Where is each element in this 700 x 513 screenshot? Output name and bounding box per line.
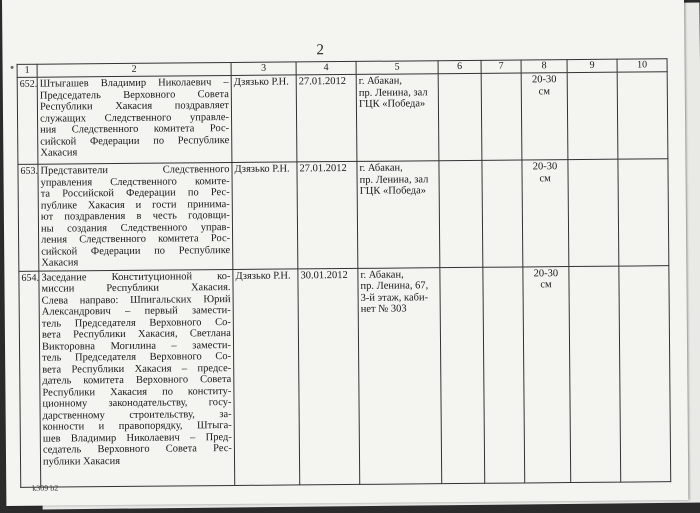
size-line: см [538,85,551,97]
description-line: седатель Верховного Совета Рес- [42,443,232,456]
size-line: 20-30 [531,74,557,86]
place-line: нет № 303 [360,303,407,315]
description-line: тель Председателя Верховного Со- [41,316,231,330]
description-line: Председатель Верховного Совета [39,88,229,102]
description-line: ления Следственного комитета Рос- [41,233,231,246]
size-cell [522,160,569,267]
empty-cell-9 [568,159,619,266]
description-line: ют поздравления в честь годовщи- [40,210,230,223]
empty-cell-9 [567,72,618,159]
empty-cell-7 [481,73,522,160]
description-line: та Российской Федерации по Рес- [40,187,230,200]
author-cell: Дзязько Р.Н. [232,162,298,269]
place-line: пр. Ленина, зал [359,173,429,186]
table-row [17,72,668,165]
description-line: датель комитета Верховного Совета [42,374,232,387]
place-line: г. Абакан, [358,75,403,87]
empty-cell-10 [618,159,669,266]
description-line: тель Председателя Верховного Со- [42,351,232,364]
photo-description [37,76,232,165]
row-number: 654. [19,271,41,487]
empty-cell-7 [482,160,523,267]
table-row [18,159,669,271]
size-line: 20-30 [533,267,559,279]
column-header: 4 [296,61,356,75]
place-line: пр. Ленина, 67, [360,280,429,292]
description-line: сийской Федерации по Республике [40,134,230,148]
date-cell: 27.01.2012 [296,74,357,162]
description-line: Хакасия [41,257,79,269]
photo-description [39,269,235,487]
column-header: 3 [231,62,296,76]
document-page [2,0,688,506]
footer-code: k309 b2 [32,483,59,493]
description-line: Викторовна Могилина – замести- [41,339,232,353]
row-number: 652. [17,77,38,164]
description-line: Слева направо: Шпигальских Юрий [41,293,231,307]
description-line: дарственному строительству, за- [42,408,232,422]
description-line: Заседание Конституционной ко- [41,270,231,284]
place-line: ГЦК «Победа» [359,185,427,197]
place-line: г. Абакан, [359,162,403,174]
description-line: вета Республики Хакасия, Светлана [41,328,231,341]
column-header: 1 [17,64,37,77]
empty-cell-6 [438,73,482,160]
column-header: 2 [37,63,231,78]
date-cell: 27.01.2012 [297,161,358,268]
place-line: пр. Ленина, зал [358,86,428,99]
description-line: вета Республики Хакасия – предсе- [42,362,232,376]
size-line: см [540,279,552,291]
description-line: миссии Республики Хакасия. [41,282,231,295]
description-line: ны создания Следственного управ- [40,221,231,235]
place-line: г. Абакан, [360,269,404,281]
description-line: Представители Следственного [40,164,230,177]
column-header: 10 [617,59,667,72]
size-line: 20-30 [532,161,558,173]
place-cell [358,267,442,484]
table-row [19,265,671,487]
size-line: см [539,172,551,184]
description-line: ционному законодательству, госу- [42,397,232,410]
column-header: 5 [356,61,438,75]
author-cell: Дзязько Р.Н. [233,268,300,485]
place-cell [357,161,440,268]
description-line: ния Следственного комитета Рос- [40,123,230,136]
size-cell [521,73,568,160]
place-line: ГЦК «Победа» [358,98,426,110]
inventory-table [17,58,672,487]
place-line: 3-й этаж, каби- [360,291,429,304]
description-line: Александрович – первый замести- [41,305,231,318]
date-cell: 30.01.2012 [298,268,360,485]
description-line: Штыгашев Владимир Николаевич – [39,77,229,90]
size-cell [523,266,571,482]
description-line: служащих Следственного управле- [39,111,230,125]
description-line: сийской Федерации по Республике [41,244,231,258]
empty-cell-6 [440,267,485,483]
description-line: Хакасия [40,147,78,159]
empty-cell-10 [619,265,671,481]
empty-cell-7 [483,266,525,482]
description-line: Республики Хакасия поздравляет [39,100,229,113]
column-header: 6 [438,60,481,73]
column-header: 7 [481,60,521,73]
table-body [17,59,671,487]
punch-mark [11,66,14,69]
description-line: управления Следственного комите- [40,175,230,189]
row-number: 653. [18,164,39,271]
author-cell: Дзязько Р.Н. [231,75,297,163]
empty-cell-9 [569,266,621,482]
photo-description [38,162,233,270]
empty-cell-6 [439,160,483,267]
description-line: конности и правопорядку, Штыга- [42,420,232,433]
description-line: шев Владимир Николаевич – Пред- [42,431,232,445]
column-header: 9 [567,59,617,72]
empty-cell-10 [617,72,668,159]
column-header: 8 [521,60,567,73]
page-number: 2 [316,42,325,59]
place-cell [356,74,439,162]
description-line: Республики Хакасия по конститу- [42,385,232,399]
description-line: публики Хакасия [42,455,121,468]
description-line: публике Хакасия и гости принима- [40,198,230,212]
